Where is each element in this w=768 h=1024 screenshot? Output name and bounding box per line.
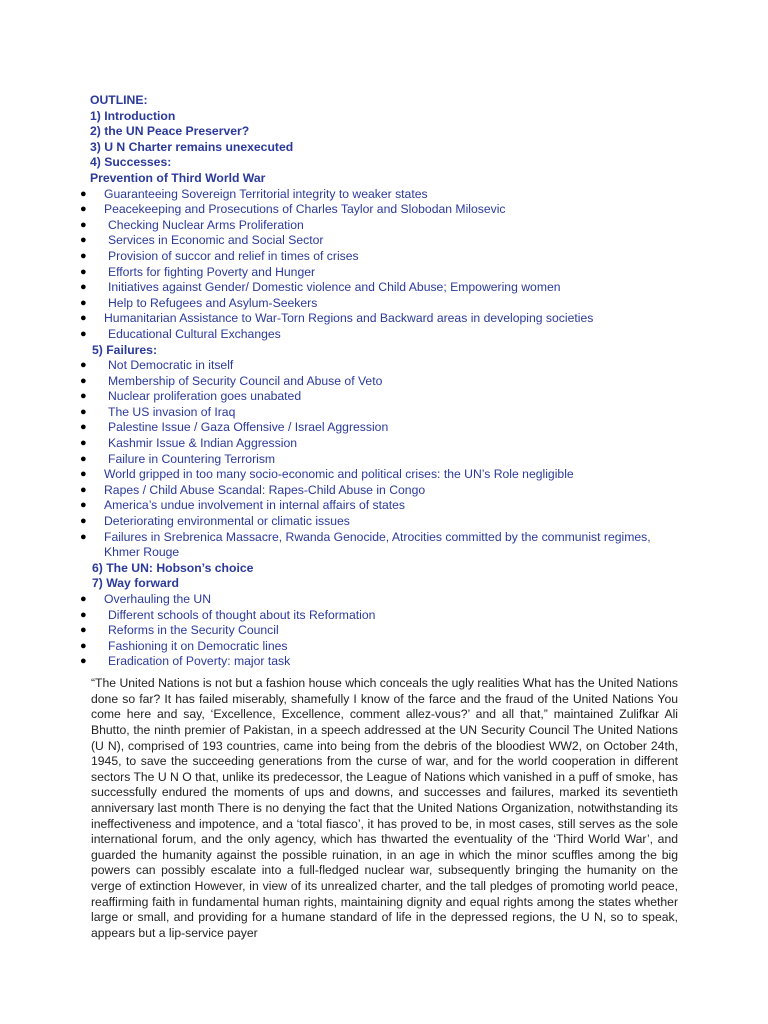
bullet-icon: ● [80, 265, 87, 278]
bullet-icon: ● [80, 218, 87, 231]
bullet-icon: ● [80, 203, 87, 216]
bullet-icon: ● [80, 530, 87, 543]
list-item: ● Different schools of thought about its Reformation [80, 607, 376, 622]
bullet-icon: ● [80, 655, 87, 668]
bullet-icon: ● [80, 234, 87, 247]
outline-heading-way-forward: 7) Way forward [92, 576, 179, 591]
bullet-icon: ● [80, 452, 87, 465]
list-item: ● Failures in Srebrenica Massacre, Rwanda Genocide, Atrocities committed by the communist regimes, Khmer Rouge [80, 529, 651, 560]
outline-heading-hobsons-choice: 6) The UN: Hobson’s choice [92, 560, 254, 575]
bullet-icon: ● [80, 639, 87, 652]
list-item: ● The US invasion of Iraq [80, 404, 236, 419]
outline-heading-successes: 4) Successes: [90, 155, 172, 170]
list-item: ● Overhauling the UN [80, 592, 212, 606]
outline-title: OUTLINE: [90, 93, 148, 107]
bullet-icon: ● [80, 468, 87, 481]
bullet-icon: ● [80, 296, 87, 309]
outline-heading-failures: 5) Failures: [92, 342, 158, 357]
list-item: ● Nuclear proliferation goes unabated [80, 389, 302, 404]
list-item: ● Peacekeeping and Prosecutions of Charles Taylor and Slobodan Milosevic [80, 202, 506, 217]
list-item: ● Initiatives against Gender/ Domestic violence and Child Abuse; Empowering women [80, 280, 561, 295]
essay-paragraph: “The United Nations is not but a fashion house which conceals the ugly realities What has the United Nations done so far? It has failed miserably, shamefully I know of the farce and the fraud of the United Nations You come here and say, ‘Excellence, Excellence, comment allez-vous?’ and all that,” maintained Zulifkar Ali Bhutto, the ninth premier of Pakistan, in a speech addressed at the UN Security Council The United Nations (U N), comprised of 193 countries, came into being from the debris of the bloodiest WW2, on October 24th, 1945, to save the succeeding generations from the curse of war, and for the world cooperation in different sectors The U N O that, unlike its predecessor, the League of Nations which vanished in a puff of smoke, has successfully endured the moments of ups and downs, and successes and failures, marked its seventieth anniversary last month There is no denying the fact that the United Nations Organization, notwithstanding its ineffectiveness and impotence, and a ‘total fiasco’, it has proved to be, in most cases, still serves as the sole international forum, and the only agency, which has thwarted the eventuality of the ‘Third World War’, and guarded the humanity against the possible ruination, in an age in which the minor scuffles among the big powers can possibly escalate into a full-fledged nuclear war, subsequently bringing the humanity on the verge of extinction However, in view of its unrealized charter, and the tall pledges of promoting world peace, reaffirming faith in fundamental human rights, maintaining dignity and equal rights among the states whether large or small, and providing for a humane standard of life in the depressed regions, the U N, so to speak, appears but a lip-service payer [91, 676, 678, 940]
bullet-icon: ● [80, 437, 87, 450]
bullet-icon: ● [80, 312, 87, 325]
list-item: ● Checking Nuclear Arms Proliferation [80, 217, 304, 232]
list-item: ● Efforts for fighting Poverty and Hunger [80, 264, 316, 279]
outline-section [0, 93, 768, 670]
bullet-icon: ● [80, 249, 87, 262]
list-item: ● Guaranteeing Sovereign Territorial integrity to weaker states [80, 186, 428, 201]
list-item: ● Educational Cultural Exchanges [80, 326, 281, 341]
list-item: ● Palestine Issue / Gaza Offensive / Israel Aggression [80, 420, 389, 435]
bullet-icon: ● [80, 405, 87, 418]
list-item: ● Provision of succor and relief in times of crises [80, 248, 359, 263]
failures-list [0, 358, 768, 561]
list-item: ● Membership of Security Council and Abuse of Veto [80, 373, 383, 388]
list-item: ● Services in Economic and Social Sector [80, 233, 324, 248]
way-forward-list [0, 592, 768, 670]
list-item: ● Help to Refugees and Asylum-Seekers [80, 295, 318, 310]
bullet-icon: ● [80, 593, 87, 605]
list-item: ● Fashioning it on Democratic lines [80, 638, 288, 653]
list-item: ● Rapes / Child Abuse Scandal: Rapes-Child Abuse in Congo [80, 482, 426, 497]
bullet-icon: ● [80, 483, 87, 496]
list-item: ● World gripped in too many socio-economic and political crises: the UN’s Role negligible [80, 467, 574, 482]
list-item: ● Reforms in the Security Council [80, 623, 279, 638]
bullet-icon: ● [80, 327, 87, 340]
list-item: ● Humanitarian Assistance to War-Torn Regions and Backward areas in developing societies [80, 311, 594, 326]
successes-list [0, 187, 768, 343]
list-item: ● Eradication of Poverty: major task [80, 654, 291, 669]
bullet-icon: ● [80, 421, 87, 434]
bullet-icon: ● [80, 359, 87, 372]
outline-heading-charter: 3) U N Charter remains unexecuted [90, 139, 294, 154]
bullet-icon: ● [80, 499, 87, 512]
list-item: ● Deteriorating environmental or climatic issues [80, 514, 350, 529]
list-item: ● Kashmir Issue & Indian Aggression [80, 436, 298, 451]
outline-subheading-prevention: Prevention of Third World War [90, 170, 266, 185]
bullet-icon: ● [80, 374, 87, 387]
bullet-icon: ● [80, 390, 87, 403]
bullet-icon: ● [80, 515, 87, 528]
list-item: ● America’s undue involvement in internal affairs of states [80, 498, 406, 513]
outline-heading-peace-preserver: 2) the UN Peace Preserver? [90, 124, 250, 139]
list-item: ● Failure in Countering Terrorism [80, 451, 276, 466]
bullet-icon: ● [80, 187, 87, 200]
bullet-icon: ● [80, 281, 87, 294]
bullet-icon: ● [80, 624, 87, 637]
list-item: ● Not Democratic in itself [80, 358, 234, 373]
outline-heading-introduction: 1) Introduction [90, 108, 176, 123]
bullet-icon: ● [80, 608, 87, 621]
